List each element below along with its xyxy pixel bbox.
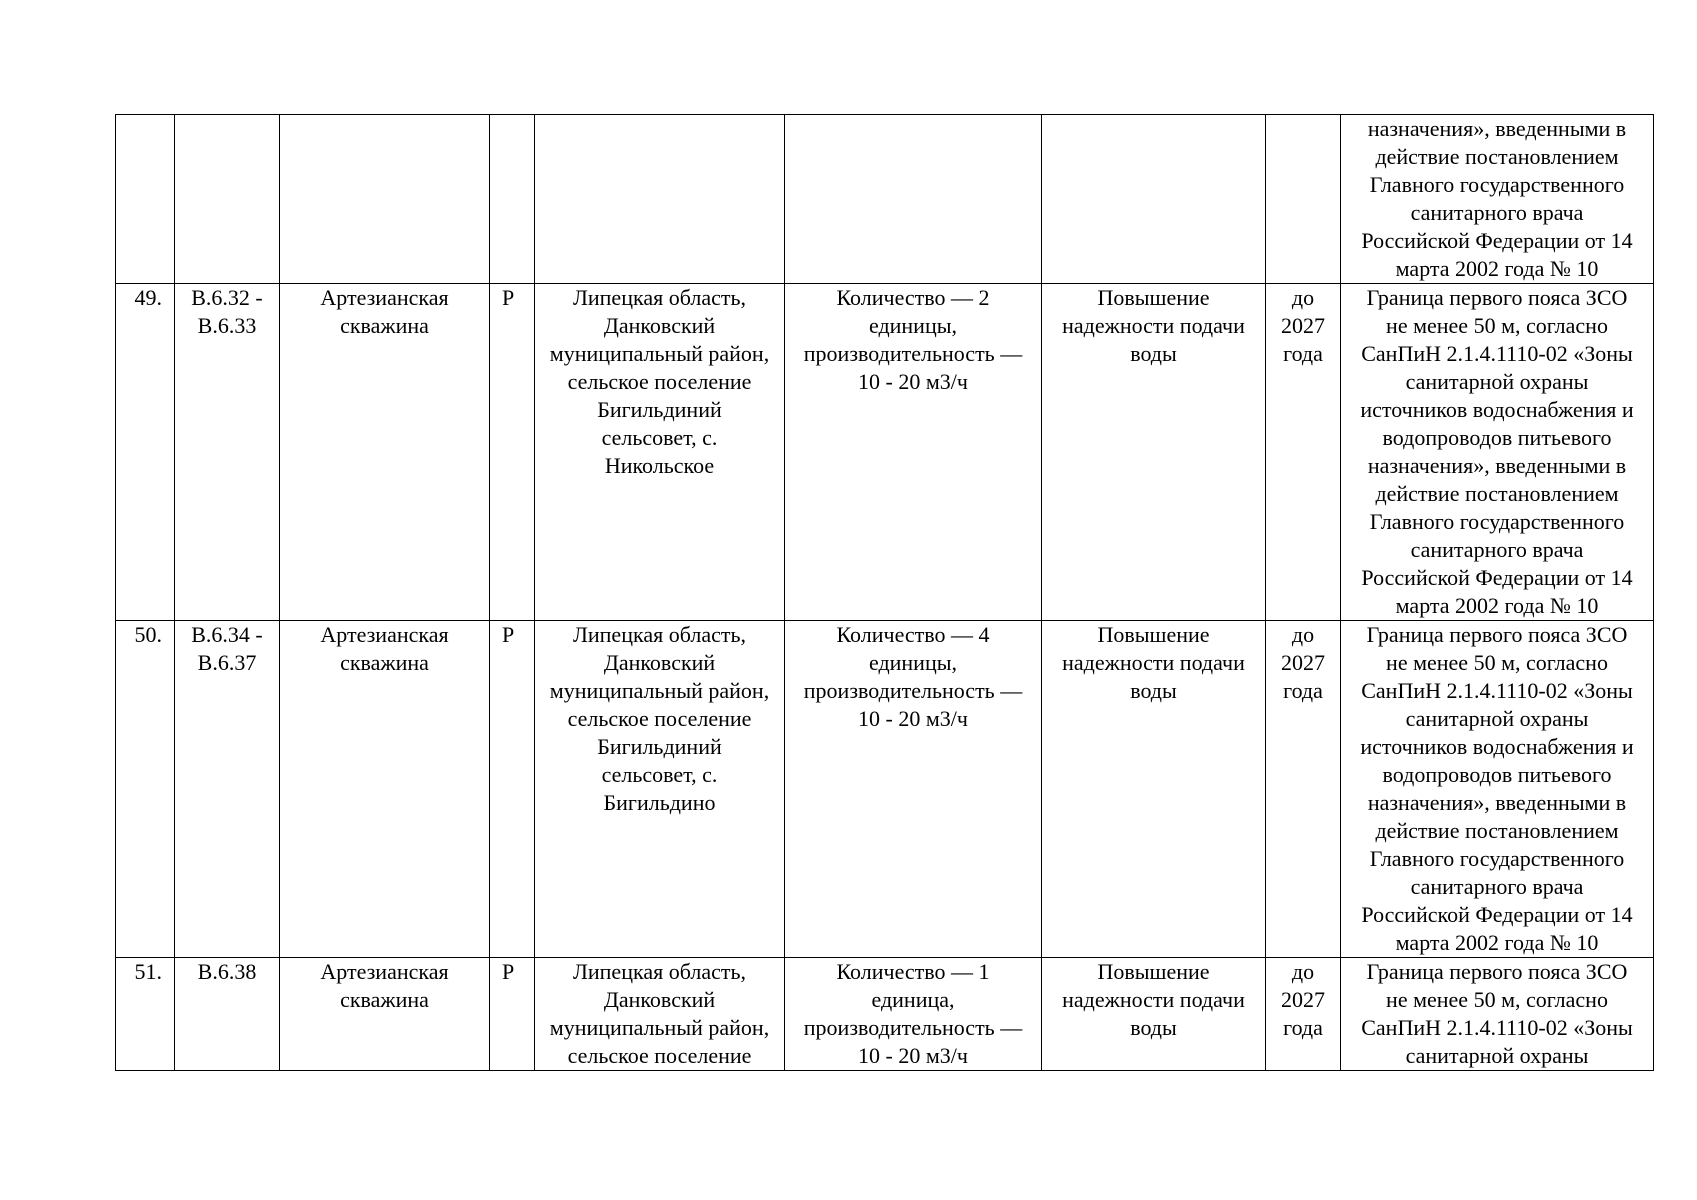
object-location: Липецкая область, Данковский муниципальный район, сельское поселение [535,958,785,1071]
table-row [116,958,1654,1071]
protection-zone: Граница первого пояса ЗСО не менее 50 м, согласно СанПиН 2.1.4.1110-02 «Зоны санитарной охраны [1341,958,1654,1071]
object-type [490,115,535,284]
objects-table [115,114,1654,1071]
object-location: Липецкая область, Данковский муниципальный район, сельское поселение Бигильдиний сельсовет, с. Бигильдино [535,621,785,958]
implementation-term [1266,115,1341,284]
object-name: Артезианская скважина [280,621,490,958]
object-code: В.6.34 - В.6.37 [175,621,280,958]
implementation-term: до 2027 года [1266,621,1341,958]
object-type: Р [490,621,535,958]
object-parameters: Количество — 1 единица, производительность — 10 - 20 м3/ч [785,958,1042,1071]
object-code: В.6.32 - В.6.33 [175,284,280,621]
table-row [116,621,1654,958]
object-type: Р [490,284,535,621]
object-location: Липецкая область, Данковский муниципальный район, сельское поселение Бигильдиний сельсовет, с. Никольское [535,284,785,621]
object-purpose: Повышение надежности подачи воды [1042,284,1266,621]
row-number [116,115,175,284]
table-row [116,115,1654,284]
object-parameters: Количество — 2 единицы, производительность — 10 - 20 м3/ч [785,284,1042,621]
object-name [280,115,490,284]
protection-zone: Граница первого пояса ЗСО не менее 50 м, согласно СанПиН 2.1.4.1110-02 «Зоны санитарной охраны источников водоснабжения и водопроводов питьевого назначения», введенными в действие постановлением Главного государственного санитарного врача Российской Федерации от 14 марта 2002 года № 10 [1341,621,1654,958]
object-purpose: Повышение надежности подачи воды [1042,958,1266,1071]
row-number: 51. [116,958,175,1071]
implementation-term: до 2027 года [1266,958,1341,1071]
object-parameters [785,115,1042,284]
object-purpose: Повышение надежности подачи воды [1042,621,1266,958]
table-row [116,284,1654,621]
object-type: Р [490,958,535,1071]
object-parameters: Количество — 4 единицы, производительность — 10 - 20 м3/ч [785,621,1042,958]
row-number: 50. [116,621,175,958]
object-location [535,115,785,284]
object-name: Артезианская скважина [280,284,490,621]
object-name: Артезианская скважина [280,958,490,1071]
protection-zone: назначения», введенными в действие постановлением Главного государственного санитарного врача Российской Федерации от 14 марта 2002 года № 10 [1341,115,1654,284]
row-number: 49. [116,284,175,621]
implementation-term: до 2027 года [1266,284,1341,621]
object-purpose [1042,115,1266,284]
object-code [175,115,280,284]
protection-zone: Граница первого пояса ЗСО не менее 50 м, согласно СанПиН 2.1.4.1110-02 «Зоны санитарной охраны источников водоснабжения и водопроводов питьевого назначения», введенными в действие постановлением Главного государственного санитарного врача Российской Федерации от 14 марта 2002 года № 10 [1341,284,1654,621]
object-code: В.6.38 [175,958,280,1071]
